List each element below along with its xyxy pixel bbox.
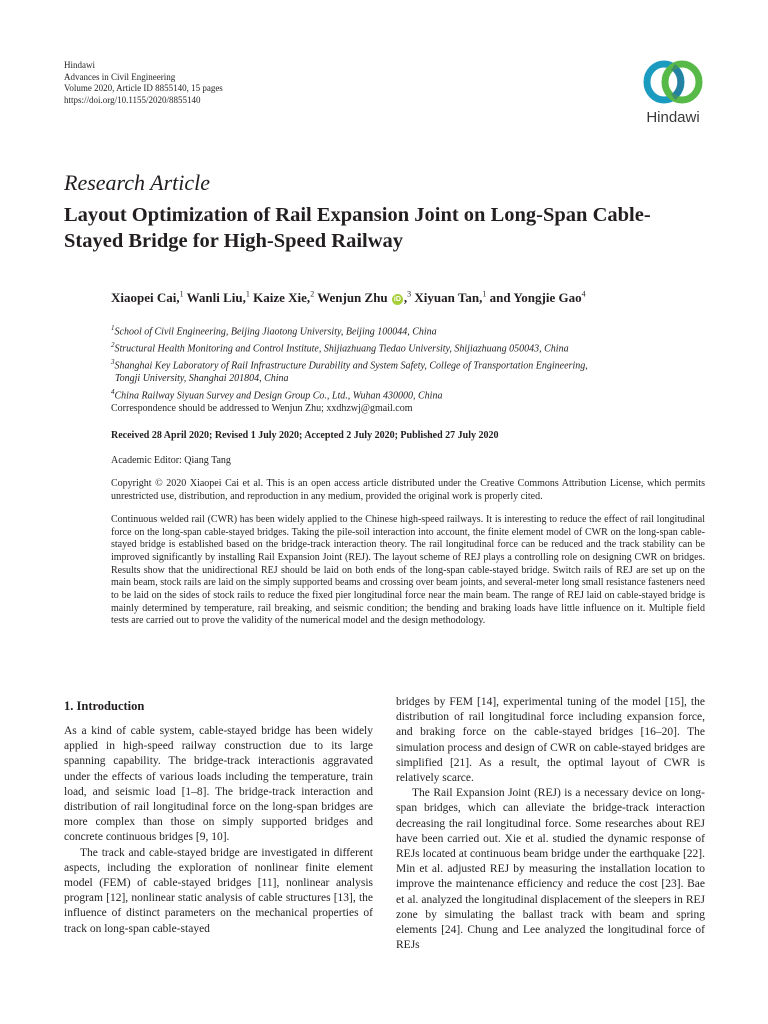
author-list [111, 290, 586, 306]
author: Xiyuan Tan,$^1$ [414, 290, 487, 306]
orcid-icon[interactable]: iD [393, 296, 401, 304]
academic-editor: Academic Editor: Qiang Tang [111, 455, 231, 466]
article-type: Research Article [64, 170, 211, 195]
author: Xiaopei Cai,$^1$ [111, 290, 184, 306]
paragraph: The Rail Expansion Joint (REJ) is a necessary device on long-span bridges, which can alleviate the bridge-track interaction decreasing the rail longitudinal force. Some researches about REJ have been carried out. Xie et al. studied the dynamic response of REJs located at continuous beam bridge under the earthquake [22]. Min et al. adjusted REJ by measuring the installation location to improve the maintenance efficiency and reduce the cost [23]. Bae et al. analyzed the longitudinal displacement of the sleepers in REJ zone by simulating the ballast track with beam and spring elements [24]. Chung and Lee analyzed the longitudinal force of REJs [396, 787, 705, 952]
correspondence: Correspondence should be addressed to Wenjun Zhu; xxdhzwj@gmail.com [111, 403, 413, 414]
volume-line: Volume 2020, Article ID 8855140, 15 pages [64, 83, 223, 93]
affiliation: $^1$School of Civil Engineering, Beijing Jiaotong University, Beijing 100044, China [111, 324, 437, 338]
hindawi-logo [633, 58, 713, 126]
logo-wordmark: Hindawi [646, 109, 700, 126]
hindawi-rings-icon [642, 58, 704, 106]
affiliation: $^2$Structural Health Monitoring and Control Institute, Shijiazhuang Tiedao University, Shijiazhuang 050043, China [111, 340, 569, 355]
abstract: Continuous welded rail (CWR) has been widely applied to the Chinese high-speed railways. It is interesting to reduce the effect of rail longitudinal force on the long-span cable-stayed bridges. Taking the pile-soil interaction into account, the finite element model of CWR on the long-span cable-stayed bridge is established based on the bridge-track interaction theory. The rail longitudinal force can be reduced and the track stability can be improved significantly by installing Rail Expansion Joint (REJ). The layout scheme of REJ plays a controlling role on designing CWR on bridges. Results show that the unidirectional REJ should be laid on both ends of the long-span cable-stayed bridge. Switch rails of REJ are set up on the main beam, stock rails are laid on the simply supported beams and crossing over beam joints, and several-meter long small resistance fasteners need to be laid on the sides of stock rails to reduce the fixed pier longitudinal force near the main beam. The range of REJ laid on cable-stayed bridge is mainly determined by temperature, rail breaking, and seismic condition; the bending and braking loads have little influence on it. Multiple field tests are carried out to prove the validity of the numerical model and the design methodology. [111, 514, 705, 627]
body-column-left [64, 724, 373, 937]
author: Wanli Liu,$^1$ [186, 290, 250, 306]
paragraph: The track and cable-stayed bridge are investigated in different aspects, including the exploration of nonlinear finite element model (FEM) of cable-stayed bridges [11], nonlinear analysis program [12], nonlinear static analysis of cable structures [13], the influence of distinct parameters on the mechanical properties of track on long-span cable-stayed [64, 846, 373, 935]
copyright-notice: Copyright © 2020 Xiaopei Cai et al. This is an open access article distributed under the Creative Commons Attribution License, which permits unrestricted use, distribution, and reproduction in any medium, provided the original work is properly cited. [111, 478, 705, 503]
author: Kaize Xie,$^2$ [253, 290, 315, 306]
affiliation: $^4$China Railway Siyuan Survey and Design Group Co., Ltd., Wuhan 430000, China [111, 387, 443, 402]
publication-dates: Received 28 April 2020; Revised 1 July 2020; Accepted 2 July 2020; Published 27 July 2020 [111, 430, 499, 441]
paper-title: Layout Optimization of Rail Expansion Joint on Long-Span Cable-Stayed Bridge for High-Speed Railway [64, 204, 651, 252]
journal-info [64, 60, 223, 106]
publisher-name: Hindawi [64, 60, 95, 70]
journal-name: Advances in Civil Engineering [64, 71, 176, 82]
author: Wenjun Zhu iD ,$^3$ [317, 290, 412, 306]
body-column-right [396, 695, 705, 953]
affiliation: $^3$Shanghai Key Laboratory of Rail Infrastructure Durability and System Safety, College of Transportation Engineering, [111, 357, 588, 371]
affiliations [111, 322, 711, 403]
affiliation-continued: Tongji University, Shanghai 201804, China [115, 373, 289, 385]
doi-link[interactable]: https://doi.org/10.1155/2020/8855140 [64, 94, 201, 105]
author: and Yongjie Gao$^4$ [489, 290, 586, 306]
paragraph: bridges by FEM [14], experimental tuning of the model [15], the distribution of rail longitudinal force including expansion force, and braking force on the cable-stayed bridges [16–20]. The simulation process and design of CWR on cable-stayed bridges are simplified [21]. As a result, the optimal layout of CWR is relatively scarce. [396, 696, 705, 785]
section-heading: 1. Introduction [64, 699, 145, 713]
paragraph: As a kind of cable system, cable-stayed bridge has been widely applied in high-speed railway construction due to its large spanning capability. The bridge-track interactionis aggravated under the effects of various loads including the temperature, train load, and seismic load [1–8]. The bridge-track interaction and distribution of rail longitudinal force on the long-span bridges are more complex than those on simply supported bridges and concrete continuous bridges [9, 10]. [64, 725, 373, 844]
